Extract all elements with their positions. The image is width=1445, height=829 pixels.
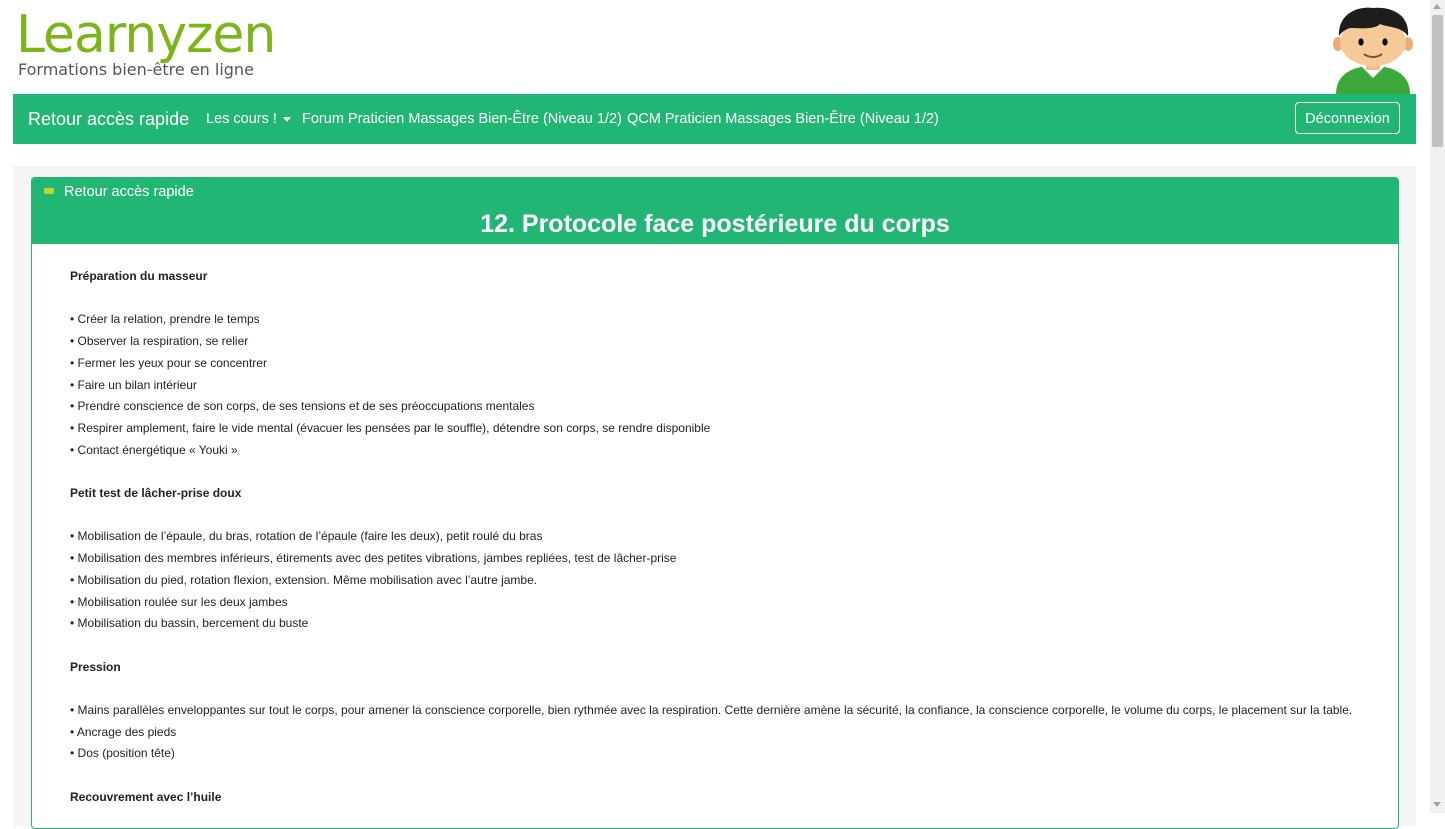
list-item: • Mobilisation de l’épaule, du bras, rotation de l’épaule (faire les deux), petit roulé du bras xyxy=(70,529,543,544)
main-navbar xyxy=(13,94,1416,144)
lesson-card xyxy=(31,177,1399,829)
user-avatar-icon[interactable] xyxy=(1330,4,1416,94)
nav-courses-label: Les cours ! xyxy=(206,111,277,127)
content-area xyxy=(13,166,1416,826)
section-heading: Recouvrement avec l’huile xyxy=(70,789,222,804)
navbar-brand[interactable]: Retour accès rapide xyxy=(28,109,190,129)
logout-button[interactable]: Déconnexion xyxy=(1295,102,1400,134)
list-item: • Créer la relation, prendre le temps xyxy=(70,312,260,327)
page-title: 12. Protocole face postérieure du corps xyxy=(480,210,950,238)
list-item: • Mobilisation roulée sur les deux jambes xyxy=(70,594,288,609)
list-item: • Fermer les yeux pour se concentrer xyxy=(70,355,267,370)
back-link[interactable] xyxy=(44,183,194,201)
nav-forum-link[interactable]: Forum Praticien Massages Bien-Être (Niveau 1/2) xyxy=(302,111,622,127)
page-scrollbar[interactable] xyxy=(1430,0,1445,813)
list-item: • Mains parallèles enveloppantes sur tout le corps, pour amener la conscience corporelle, bien rythmée avec la respiration. Cette dernière amène la sécurité, la confiance, la conscience corporelle, le volume du corps, le placement sur la table. xyxy=(70,702,1353,717)
list-item: • Contact énergétique « Youki » xyxy=(70,442,238,457)
list-item: • Mobilisation des membres inférieurs, étirements avec des petites vibrations, jambes repliées, test de lâcher-prise xyxy=(70,551,677,566)
list-item: • Ancrage des pieds xyxy=(70,724,177,739)
back-link-label: Retour accès rapide xyxy=(64,184,194,200)
site-header xyxy=(0,0,1430,94)
list-item: • Dos (position tête) xyxy=(70,746,175,761)
list-item: • Faire un bilan intérieur xyxy=(70,377,197,392)
card-header xyxy=(32,178,1398,244)
list-item: • Mobilisation du bassin, bercement du buste xyxy=(70,616,309,631)
list-item: • Mobilisation du pied, rotation flexion, extension. Même mobilisation avec l’autre jambe. xyxy=(70,572,538,587)
section-heading: Pression xyxy=(70,659,121,674)
arrow-left-icon xyxy=(44,188,54,194)
nav-qcm-link[interactable]: QCM Praticien Massages Bien-Être (Niveau 1/2) xyxy=(627,111,939,127)
card-body xyxy=(70,266,1370,808)
caret-down-icon xyxy=(283,117,291,122)
logo-name: Learnyzen xyxy=(16,5,276,65)
nav-courses-dropdown[interactable] xyxy=(206,94,291,144)
section-heading: Petit test de lâcher-prise doux xyxy=(70,486,242,500)
scroll-up-icon[interactable] xyxy=(1433,4,1441,9)
section-heading: Préparation du masseur xyxy=(70,269,208,283)
list-item: • Respirer amplement, faire le vide mental (évacuer les pensées par le souffle), détendre son corps, se rendre disponible xyxy=(70,420,711,435)
site-logo[interactable] xyxy=(16,6,275,79)
logo-tagline: Formations bien-être en ligne xyxy=(18,60,254,79)
list-item: • Observer la respiration, se relier xyxy=(70,334,249,349)
list-item: • Prendre conscience de son corps, de ses tensions et de ses préoccupations mentales xyxy=(70,399,535,414)
scrollbar-thumb[interactable] xyxy=(1432,15,1443,147)
scroll-down-icon[interactable] xyxy=(1433,802,1441,807)
